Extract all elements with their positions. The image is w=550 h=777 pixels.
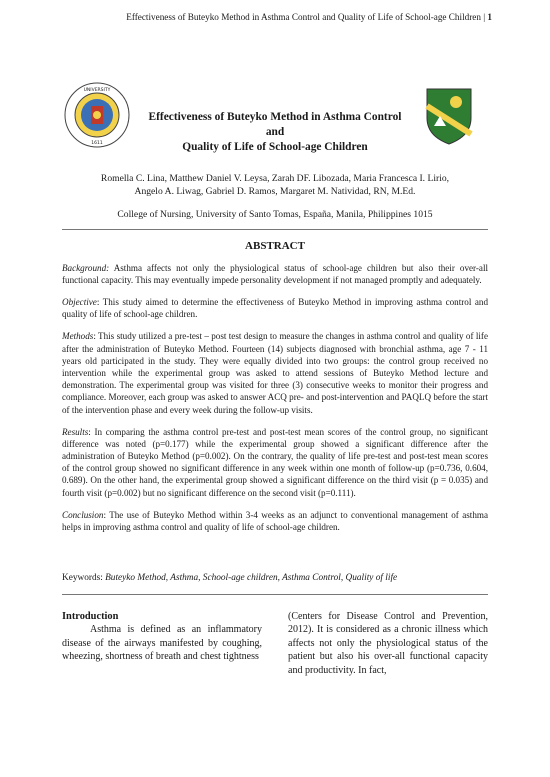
column-left [62, 610, 262, 664]
abstract-body [62, 262, 488, 543]
intro-text-left: Asthma is defined as an inflammatory disease of the airways manifested by coughing, wheezing, shortness of breath and chest tightness [62, 624, 262, 663]
university-seal-logo [64, 82, 130, 148]
keywords-text: Buteyko Method, Asthma, School-age children, Asthma Control, Quality of life [105, 573, 398, 583]
abstract-background: Background: Asthma affects not only the physiological status of school-age children but also their over-all functional capacity. This may eventually impede personality development if not managed promptly and adequately. [62, 263, 488, 286]
divider [62, 594, 488, 595]
abstract-methods: Methods: This study utilized a pre-test – post test design to measure the changes in asthma control and quality of life after the administration of Buteyko Method. Fourteen (14) subjects diagnosed with bronchial asthma, age 7 - 11 years old participated in the study. They were equally divided into two groups: the control group received no intervention while the experimental group was asked to attend sessions of Buteyko Method lecture and demonstration. The experimental group was visited for three (3) consecutive weeks to monitor their progress and compliance. Moreover, each group was asked to answer ACQ pre- and post-intervention and PAQLQ before the start of the intervention phase and every week during the follow-up visits. [62, 331, 488, 415]
paper-title [138, 110, 412, 155]
svg-text:1611: 1611 [91, 141, 103, 146]
affiliation: College of Nursing, University of Santo Tomas, España, Manila, Philippines 1015 [117, 209, 433, 220]
abstract-results: Results: In comparing the asthma control pre-test and post-test mean scores of the control group, no significant difference was noted (p=0.177) while the experimental group showed a significant difference after the administration of Buteyko Method (p=0.002). On the contrary, the quality of life pre-test and post-test mean scores of the control group showed no significant difference in any week within one month of follow-up (p=0.736, 0.604, 0.689). On the other hand, the experimental group showed a significant difference on the third visit (p = 0.035) and fourth visit (p=0.002) but no significant difference on the second visit (p=0.111). [62, 426, 488, 498]
section-heading-introduction: Introduction [62, 611, 119, 622]
page-number: 1 [487, 12, 492, 22]
title-line-2: Quality of Life of School-age Children [182, 141, 368, 153]
running-header-title: Effectiveness of Buteyko Method in Asthma Control and Quality of Life of School-age Children [126, 12, 481, 22]
authors-line-2: Angelo A. Liwag, Gabriel D. Ramos, Margaret M. Natividad, RN, M.Ed. [134, 186, 416, 197]
running-header: Effectiveness of Buteyko Method in Asthma Control and Quality of Life of School-age Children | 1 [126, 12, 492, 22]
abstract-conclusion: Conclusion: The use of Buteyko Method within 3-4 weeks as an adjunct to conventional management of asthma helps in improving asthma control and quality of life of school-age children. [62, 509, 488, 532]
intro-text-right: (Centers for Disease Control and Prevention, 2012). It is considered as a chronic illness which affects not only the physiological status of the patient but also his over-all functional capacity and productivity. In fact, [288, 611, 488, 676]
column-right [288, 610, 488, 677]
divider [62, 229, 488, 230]
keywords [62, 573, 488, 583]
abstract-objective: Objective: This study aimed to determine the effectiveness of Buteyko Method in improving asthma control and quality of life of school-age children. [62, 297, 488, 320]
title-line-1: Effectiveness of Buteyko Method in Asthma Control and [148, 111, 402, 138]
keywords-label: Keywords: [62, 573, 103, 583]
authors-line-1: Romella C. Lina, Matthew Daniel V. Leysa, Zarah DF. Libozada, Maria Francesca I. Lirio, [100, 173, 450, 184]
svg-text:UNIVERSITY: UNIVERSITY [83, 88, 111, 93]
author-list [70, 172, 480, 198]
abstract-heading: ABSTRACT [245, 240, 305, 252]
college-shield-logo [424, 86, 474, 146]
